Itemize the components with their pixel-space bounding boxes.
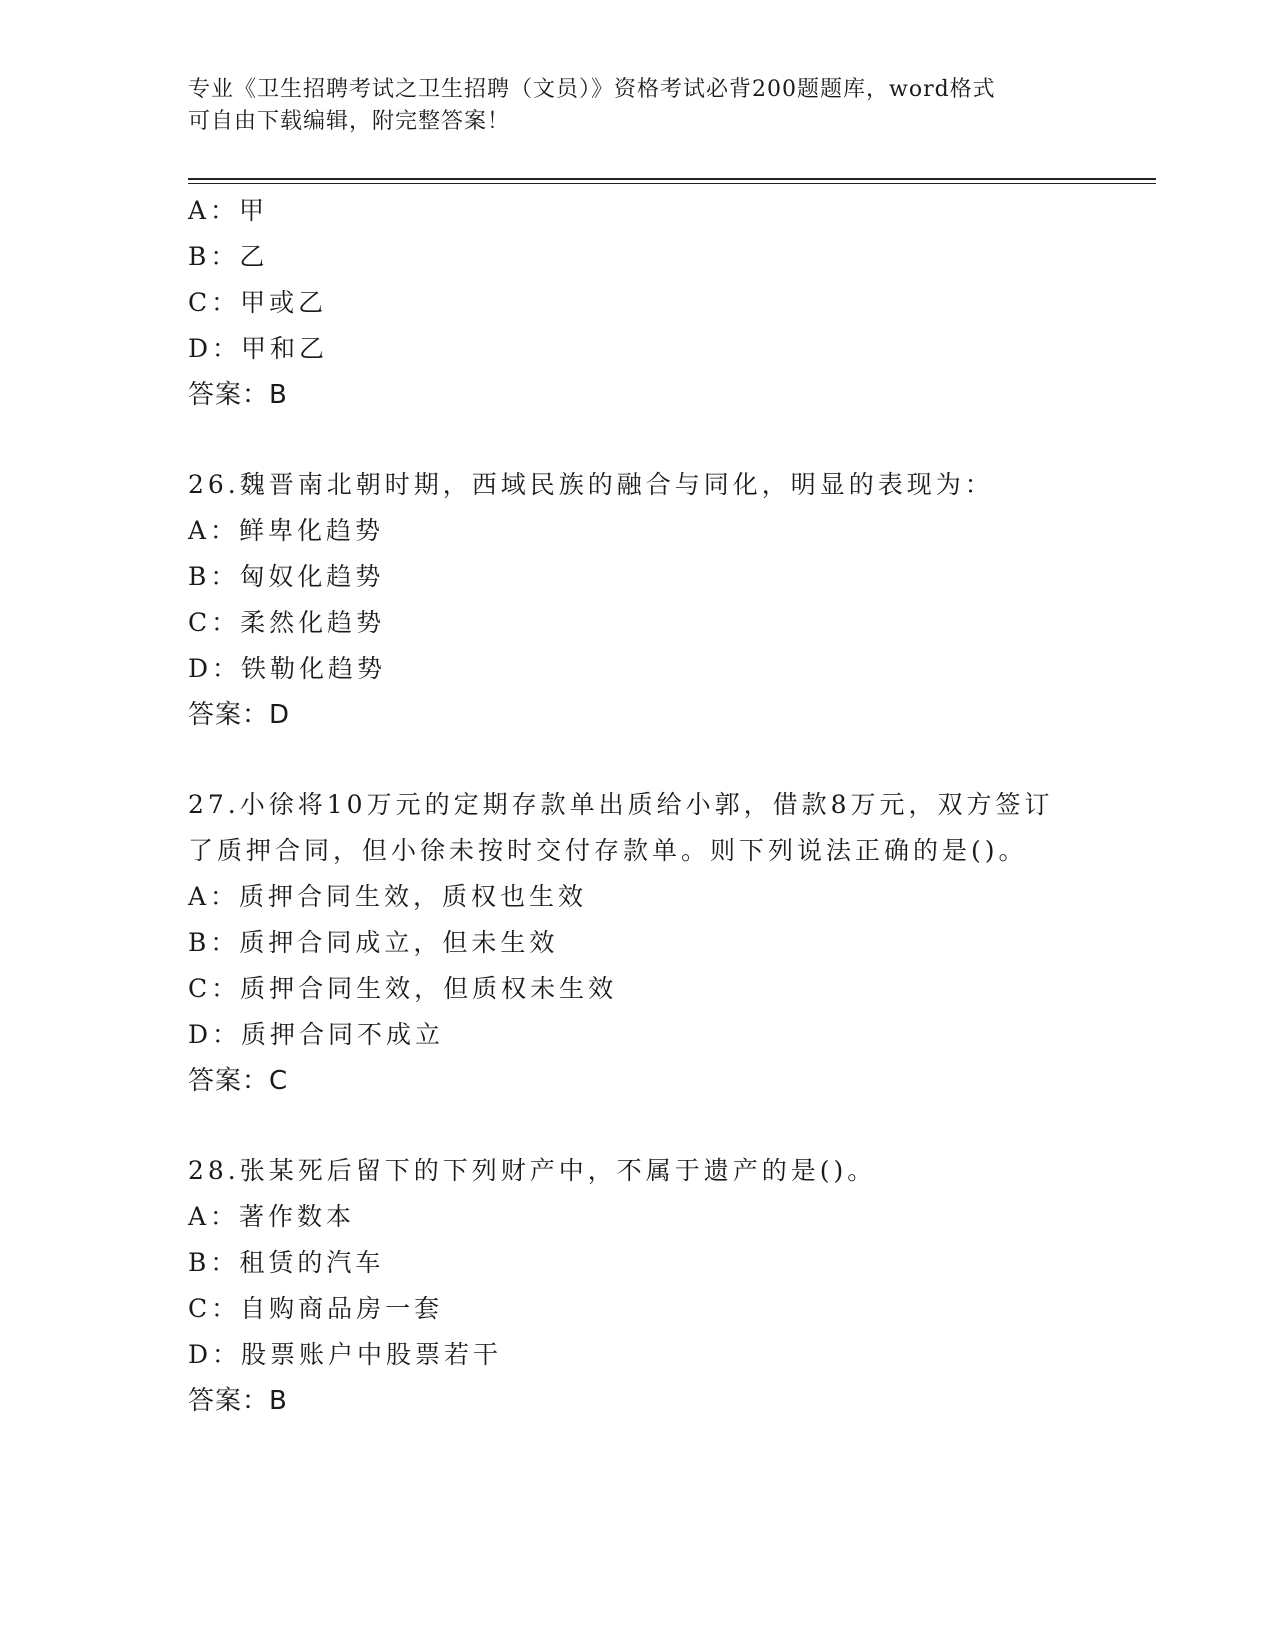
- option-b: B：乙: [188, 242, 269, 271]
- option-c: C：甲或乙: [188, 288, 328, 317]
- spacer: [188, 1104, 1088, 1148]
- option-c: C：柔然化趋势: [188, 608, 386, 637]
- option-d: D：质押合同不成立: [188, 1020, 445, 1049]
- option-d: D：铁勒化趋势: [188, 654, 387, 683]
- question-stem-line-2: 了质押合同，但小徐未按时交付存款单。则下列说法正确的是()。: [188, 836, 1028, 865]
- question-stem-line-1: 27.小徐将10万元的定期存款单出质给小郭，借款8万元，双方签订: [188, 790, 1054, 819]
- header-divider-thin: [188, 183, 1156, 184]
- answer-line: 答案：D: [188, 700, 291, 730]
- option-a: A：甲: [188, 196, 269, 225]
- option-c: C：质押合同生效，但质权未生效: [188, 974, 618, 1003]
- header-divider-thick: [188, 178, 1156, 180]
- option-d: D：甲和乙: [188, 334, 329, 363]
- header-title-line-2: 可自由下载编辑，附完整答案！: [188, 109, 511, 134]
- spacer: [188, 738, 1088, 782]
- option-b: B：匈奴化趋势: [188, 562, 385, 591]
- question-stem: 28.张某死后留下的下列财产中，不属于遗产的是()。: [188, 1156, 877, 1185]
- option-c: C：自购商品房一套: [188, 1294, 444, 1323]
- option-a: A：著作数本: [188, 1202, 356, 1231]
- question-stem: 26.魏晋南北朝时期，西域民族的融合与同化，明显的表现为：: [188, 470, 994, 499]
- question-28: [188, 1148, 1088, 1424]
- question-list: [188, 188, 1088, 1424]
- option-a: A：质押合同生效，质权也生效: [188, 882, 588, 911]
- question-27: [188, 782, 1088, 1104]
- question-26: [188, 462, 1088, 738]
- spacer: [188, 418, 1088, 462]
- answer-line: 答案：B: [188, 380, 288, 410]
- answer-line: 答案：B: [188, 1386, 288, 1416]
- option-b: B：租赁的汽车: [188, 1248, 385, 1277]
- question-25: [188, 188, 1088, 418]
- answer-line: 答案：C: [188, 1066, 289, 1096]
- option-b: B：质押合同成立，但未生效: [188, 928, 559, 957]
- page-header: [188, 74, 1068, 138]
- header-title-line-1: 专业《卫生招聘考试之卫生招聘（文员）》资格考试必背200题题库，word格式: [188, 77, 996, 102]
- option-a: A：鲜卑化趋势: [188, 516, 385, 545]
- option-d: D：股票账户中股票若干: [188, 1340, 503, 1369]
